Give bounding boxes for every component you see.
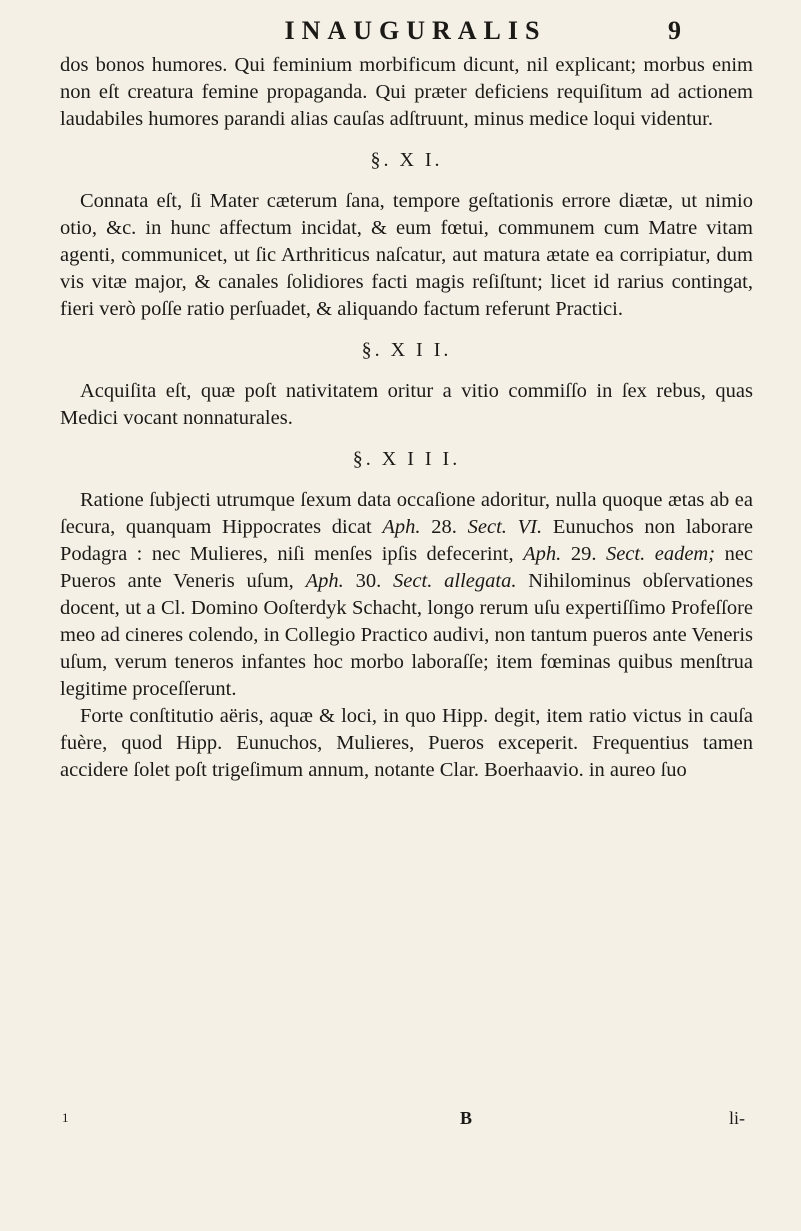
citation-number-2: 29. [570, 543, 597, 565]
paragraph-4-text-a: Ratione ſubjecti utrumque ſexum data occaſione adoritur, nulla quoque ætas ab ea ſecura, quanquam Hippocrates dicat [60, 489, 753, 538]
citation-sect-2: Sect. eadem; [605, 543, 716, 565]
citation-number-3: 30. [355, 570, 382, 592]
paragraph-1: dos bonos humores. Qui feminium morbificum dicunt, nil explicant; morbus enim non eſt creatura femine propaganda. Qui præter deficiens requiſitum ad actionem laudabiles humores parandi alias cauſas adſtruunt, minus medice loqui videntur. [60, 54, 753, 130]
paragraph-4-text-c: nec Pueros ante Veneris uſum, [60, 543, 754, 592]
citation-sect-3: Sect. allegata. [393, 570, 517, 592]
footer-mark: 1 [62, 1110, 69, 1125]
section-heading-13: §. X I I I. [352, 448, 461, 470]
citation-aph-1: Aph. [382, 516, 421, 538]
page-header [0, 10, 801, 46]
citation-sect-1: Sect. VI. [467, 516, 543, 538]
paragraph-2: Connata eſt, ſi Mater cæterum ſana, tempore geſtationis errore diætæ, ut nimio otio, &c. in hunc affectum incidat, & eum fœtui, communem cum Matre vitam agenti, communicet, ut ſic Arthriticus naſcatur, aut matura ætate ea corripiatur, dum vis vitæ major, & canales ſolidiores facti magis reſiſtunt; licet id rarius contingat, fieri verò poſſe ratio perſuadet, & aliquando factum referunt Practici. [60, 190, 753, 320]
citation-number-1: 28. [431, 516, 457, 538]
page-body [60, 52, 753, 784]
paragraph-4-text-d: Nihilominus obſervationes docent, ut a Cl. Domino Ooſterdyk Schacht, longo rerum uſu expertiſſimo Profeſſore meo ad cineres colendo, in Collegio Practico audivi, non tantum pueros ante Veneris uſum, verum teneros infantes hoc morbo laboraſſe; item fœminas quibus menſtrua legitime proceſſerunt. [60, 570, 754, 700]
paragraph-5: Forte conſtitutio aëris, aquæ & loci, in quo Hipp. degit, item ratio victus in cauſa fuère, quod Hipp. Eunuchos, Mulieres, Pueros exceperit. Frequentius tamen accidere ſolet poſt trigeſimum annum, notante Clar. Boerhaavio. in aureo ſuo [60, 705, 753, 781]
paragraph-4 [60, 487, 753, 703]
section-heading-11: §. X I. [370, 149, 443, 171]
page-footer [60, 1108, 753, 1130]
citation-aph-3: Aph. [305, 570, 344, 592]
catchword: li- [729, 1108, 745, 1128]
paragraph-3: Acquiſita eſt, quæ poſt nativitatem oritur a vitio commiſſo in ſex rebus, quas Medici vocant nonnaturales. [60, 380, 753, 429]
section-heading-12: §. X I I. [361, 339, 452, 361]
citation-aph-2: Aph. [523, 543, 562, 565]
page-number: 9 [668, 16, 681, 45]
running-title: INAUGURALIS [284, 16, 547, 45]
signature-mark: B [460, 1108, 473, 1128]
paragraph-4-text-b: Eunuchos non laborare Podagra : nec Mulieres, niſi menſes ipſis defecerint, [60, 516, 754, 565]
